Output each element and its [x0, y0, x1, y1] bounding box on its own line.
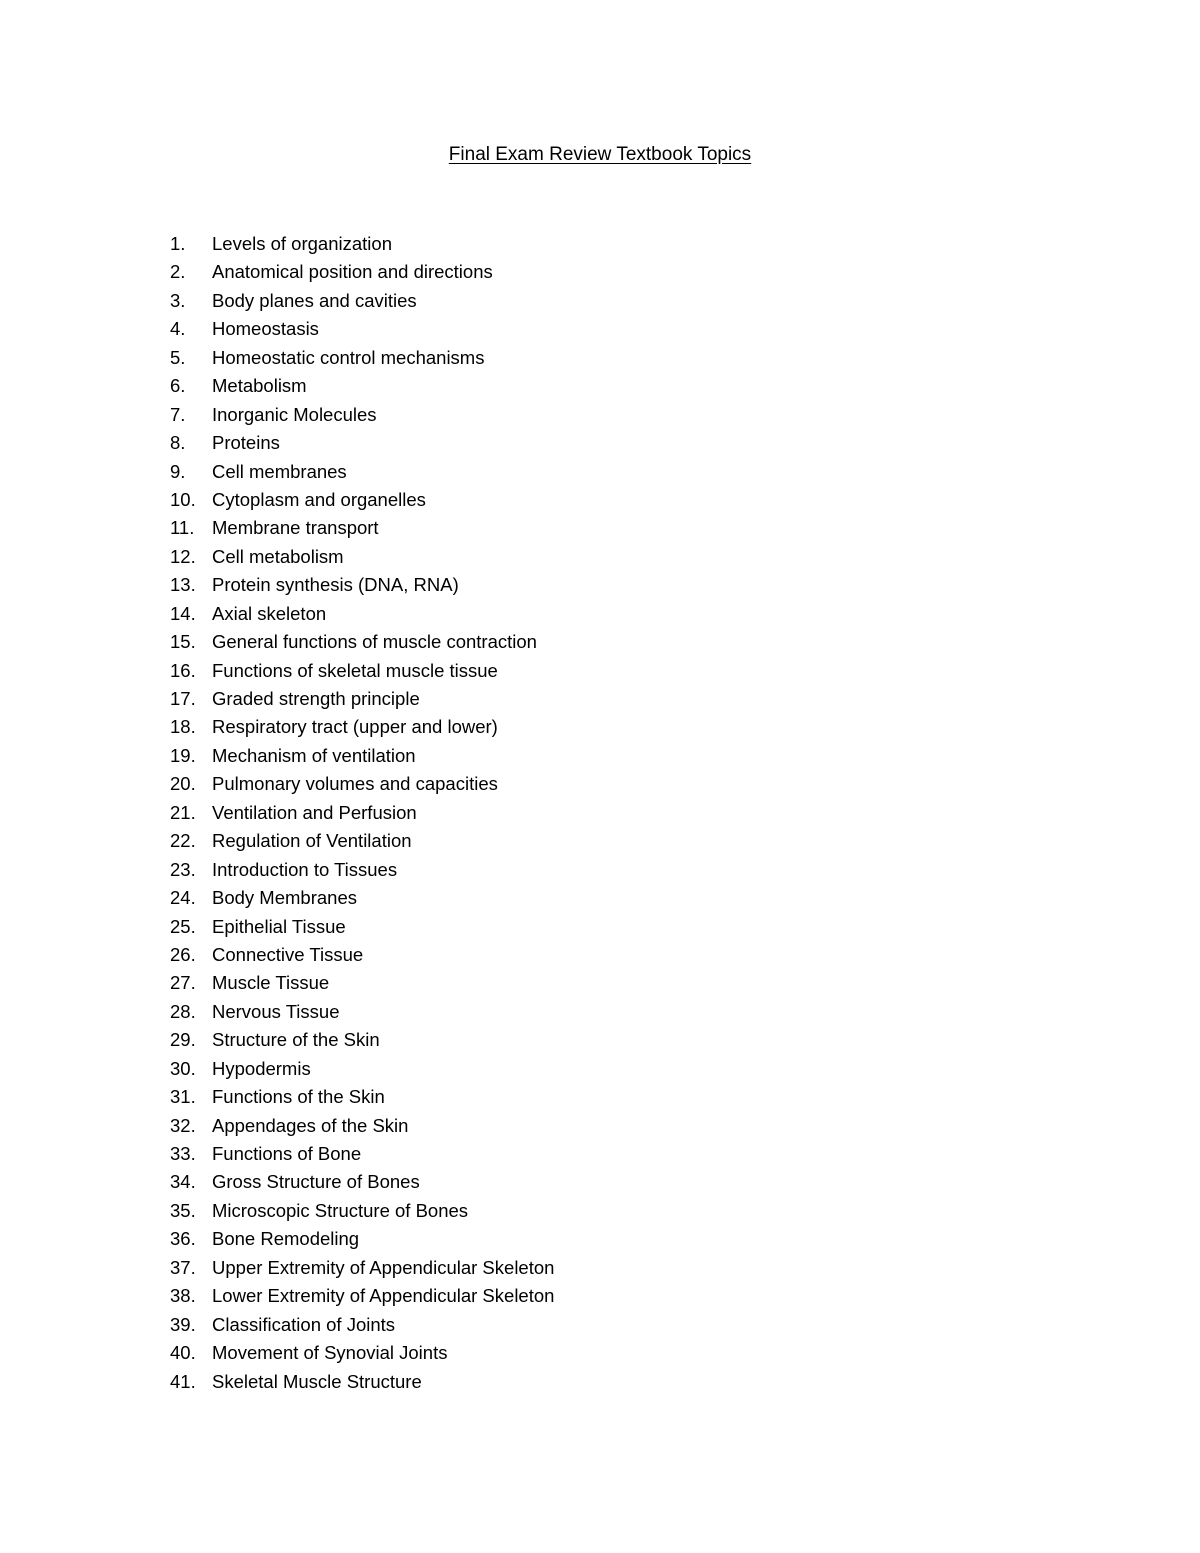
list-item-text: Inorganic Molecules	[212, 403, 377, 425]
list-item-text: Membrane transport	[212, 517, 379, 539]
list-item-text: Proteins	[212, 432, 280, 454]
list-item-text: Classification of Joints	[212, 1313, 396, 1335]
list-item-number: 8.	[170, 432, 186, 454]
list-item-number: 34.	[170, 1171, 196, 1193]
list-item-number: 31.	[170, 1086, 196, 1108]
list-item-number: 33.	[170, 1143, 196, 1164]
list-item-text: Regulation of Ventilation	[212, 830, 412, 852]
list-item-text: Bone Remodeling	[212, 1228, 360, 1250]
list-item-text: Axial skeleton	[212, 602, 327, 624]
list-item-number: 39.	[170, 1313, 196, 1335]
list-item-number: 20.	[170, 773, 196, 795]
list-item-text: Homeostatic control mechanisms	[212, 346, 485, 368]
list-item-text: Levels of organization	[212, 233, 392, 254]
list-item-text: Gross Structure of Bones	[212, 1171, 420, 1193]
page-title: Final Exam Review Textbook Topics	[448, 144, 752, 165]
list-item-text: Functions of the Skin	[212, 1086, 385, 1108]
list-item-number: 4.	[170, 318, 186, 340]
list-item-number: 36.	[170, 1228, 196, 1250]
list-item-text: Mechanism of ventilation	[212, 744, 416, 766]
list-item-number: 40.	[170, 1342, 196, 1364]
list-item-number: 1.	[170, 233, 186, 254]
list-item-text: Pulmonary volumes and capacities	[212, 773, 498, 795]
list-item-text: Nervous Tissue	[212, 1000, 340, 1022]
list-item-text: Cell membranes	[212, 460, 347, 482]
list-item-number: 32.	[170, 1114, 196, 1136]
list-item-number: 25.	[170, 915, 196, 937]
list-item-number: 30.	[170, 1057, 196, 1079]
list-item-text: Epithelial Tissue	[212, 915, 346, 937]
list-item-number: 5.	[170, 346, 186, 368]
list-item-number: 23.	[170, 858, 196, 880]
list-item-text: Cell metabolism	[212, 545, 344, 567]
list-item-text: Structure of the Skin	[212, 1029, 380, 1051]
list-item-number: 17.	[170, 688, 196, 709]
list-item-number: 7.	[170, 403, 186, 425]
list-item-number: 21.	[170, 801, 196, 823]
list-item-text: Movement of Synovial Joints	[212, 1342, 448, 1364]
list-item-number: 27.	[170, 972, 196, 994]
list-item-number: 38.	[170, 1285, 196, 1307]
list-item-text: Muscle Tissue	[212, 972, 330, 994]
list-item-text: Functions of Bone	[212, 1143, 362, 1164]
list-item-text: General functions of muscle contraction	[212, 631, 537, 653]
list-item-text: Ventilation and Perfusion	[212, 801, 417, 823]
list-item-text: Homeostasis	[212, 318, 319, 340]
list-item-text: Protein synthesis (DNA, RNA)	[212, 574, 459, 596]
list-item-number: 13.	[170, 574, 196, 596]
list-item-text: Microscopic Structure of Bones	[212, 1199, 469, 1221]
list-item-number: 22.	[170, 830, 196, 852]
list-item-number: 18.	[170, 716, 196, 738]
list-item-text: Respiratory tract (upper and lower)	[212, 716, 498, 738]
list-item-text: Skeletal Muscle Structure	[212, 1370, 422, 1392]
list-item-number: 19.	[170, 744, 196, 766]
list-item-number: 10.	[170, 488, 196, 510]
list-item-number: 2.	[170, 261, 186, 283]
list-item-number: 16.	[170, 659, 196, 681]
list-item-number: 15.	[170, 631, 196, 653]
list-item-text: Cytoplasm and organelles	[212, 488, 426, 510]
list-item-number: 14.	[170, 602, 196, 624]
list-item-number: 35.	[170, 1199, 196, 1221]
list-item-text: Hypodermis	[212, 1057, 311, 1079]
list-item-number: 12.	[170, 545, 196, 567]
list-item-text: Metabolism	[212, 375, 307, 397]
list-item-number: 11.	[170, 517, 195, 539]
list-item-text: Appendages of the Skin	[212, 1114, 409, 1136]
list-item-text: Lower Extremity of Appendicular Skeleton	[212, 1285, 555, 1307]
list-item-number: 9.	[170, 460, 186, 482]
list-item-number: 26.	[170, 943, 196, 965]
list-item-number: 37.	[170, 1256, 196, 1278]
list-item-number: 3.	[170, 289, 186, 311]
list-item-number: 41.	[170, 1370, 196, 1392]
list-item-text: Introduction to Tissues	[212, 858, 398, 880]
list-item-number: 24.	[170, 887, 196, 909]
list-item-text: Body Membranes	[212, 887, 357, 909]
list-item-text: Connective Tissue	[212, 943, 364, 965]
list-item-text: Upper Extremity of Appendicular Skeleton	[212, 1256, 555, 1278]
list-item-number: 29.	[170, 1029, 196, 1051]
list-item-text: Anatomical position and directions	[212, 261, 493, 283]
list-item-number: 28.	[170, 1000, 196, 1022]
list-item-text: Graded strength principle	[212, 688, 420, 709]
list-item-number: 6.	[170, 375, 186, 397]
list-item-text: Body planes and cavities	[212, 289, 417, 311]
list-item-text: Functions of skeletal muscle tissue	[212, 659, 498, 681]
